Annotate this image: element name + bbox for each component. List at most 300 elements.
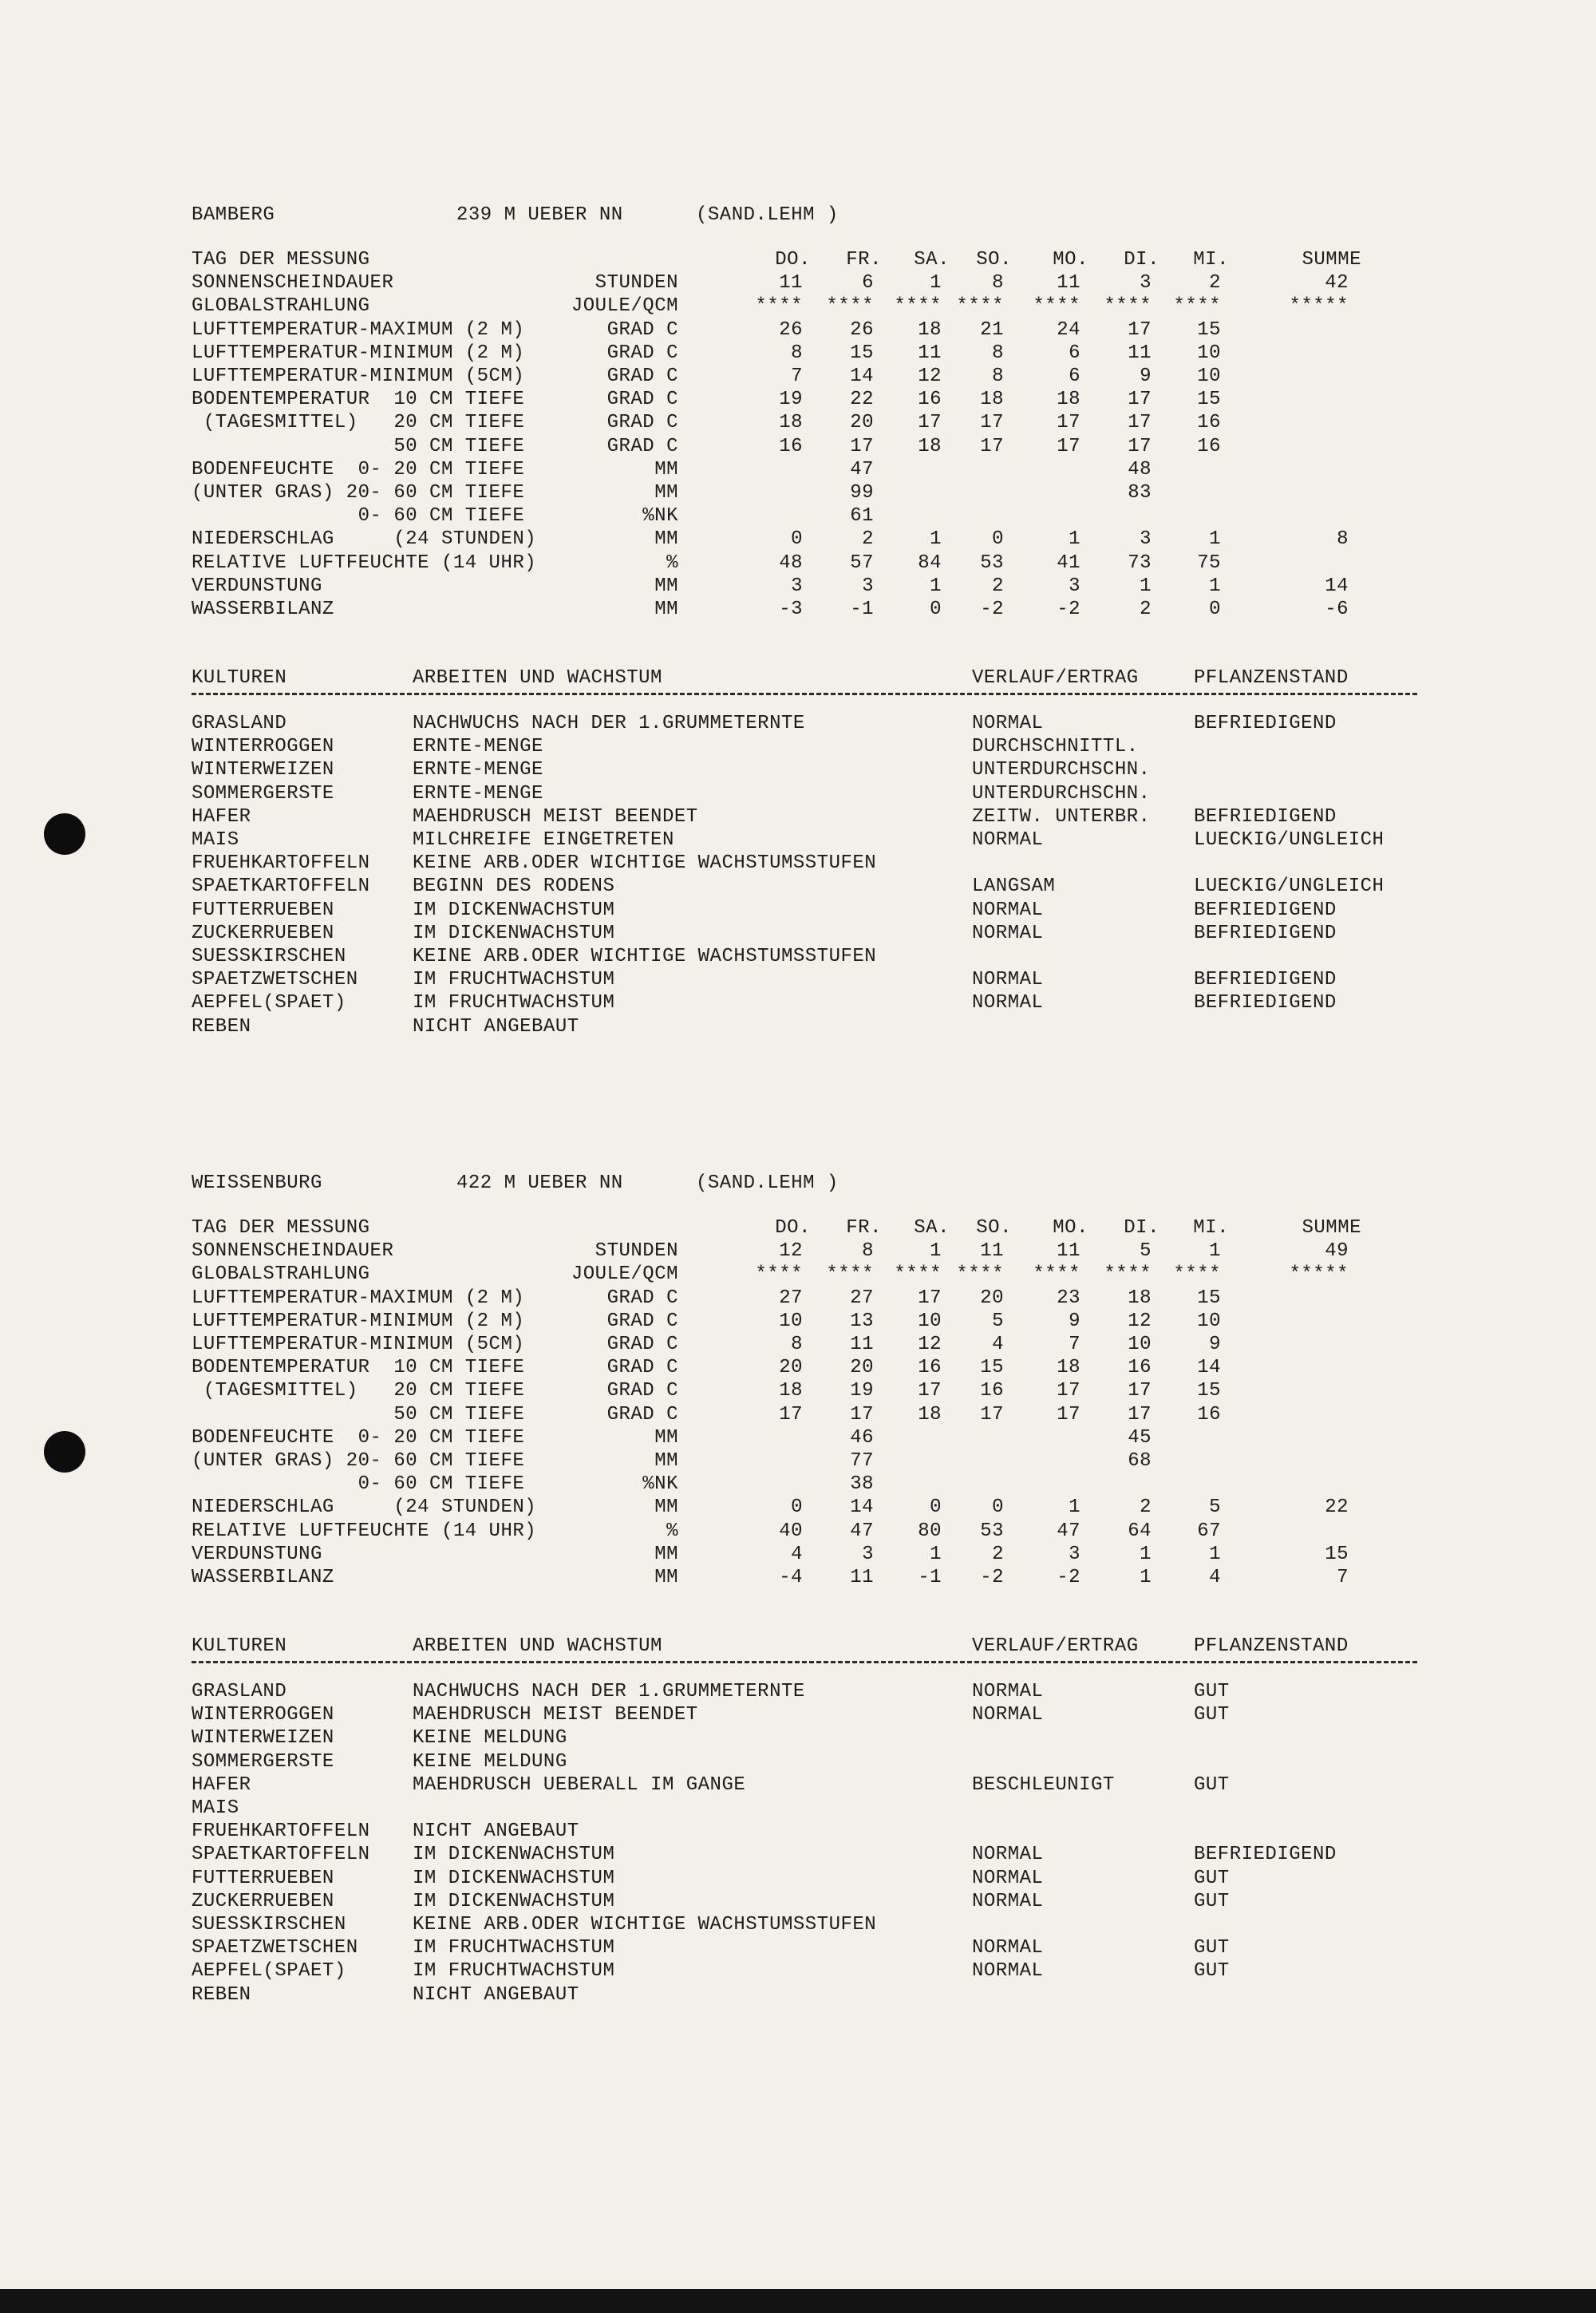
measurement-value: 11 xyxy=(850,1567,874,1588)
crops-header-verlauf: VERLAUF/ERTRAG xyxy=(972,1635,1139,1657)
crop-course: BESCHLEUNIGT xyxy=(972,1773,1115,1796)
measurement-value: 3 xyxy=(1069,575,1080,597)
measurement-label: LUFTTEMPERATUR-MAXIMUM (2 M) xyxy=(192,1287,525,1309)
measurement-label: BODENTEMPERATUR 10 CM TIEFE xyxy=(192,1357,525,1379)
measurement-unit: MM xyxy=(654,1450,678,1472)
measurement-value: 47 xyxy=(850,458,874,480)
crop-row xyxy=(0,1015,1596,1038)
measurement-label: (UNTER GRAS) 20- 60 CM TIEFE xyxy=(192,482,525,504)
crop-work: IM FRUCHTWACHSTUM xyxy=(413,969,615,991)
day-header: FR. xyxy=(846,249,882,271)
measurement-value: 20 xyxy=(850,1357,874,1379)
measurement-value: 17 xyxy=(779,1403,803,1425)
measurement-row xyxy=(0,342,1596,365)
measurement-row xyxy=(0,271,1596,295)
measurement-label: WASSERBILANZ xyxy=(192,599,334,620)
measurement-value: 38 xyxy=(850,1473,874,1496)
measurement-unit: STUNDEN xyxy=(595,1240,678,1263)
day-header: FR. xyxy=(846,1217,882,1239)
measurement-value: **** xyxy=(826,1263,874,1286)
crop-row xyxy=(0,1773,1596,1797)
measurement-value: 48 xyxy=(779,552,803,574)
measurement-value: **** xyxy=(755,1263,803,1286)
measurement-value: 17 xyxy=(1128,389,1152,411)
measurement-value: 2 xyxy=(1209,272,1221,295)
measurement-row xyxy=(0,1240,1596,1263)
measurement-value: 18 xyxy=(918,318,942,341)
crop-name: SPAETZWETSCHEN xyxy=(192,1937,358,1959)
measurement-value: 17 xyxy=(1057,1403,1080,1425)
measurement-row xyxy=(0,1333,1596,1356)
crop-row xyxy=(0,1750,1596,1773)
crop-row xyxy=(0,712,1596,735)
measurement-value: -1 xyxy=(850,599,874,620)
measurement-value: 1 xyxy=(1140,575,1152,597)
measurement-value: 45 xyxy=(1128,1426,1152,1449)
crop-work: IM DICKENWACHSTUM xyxy=(413,899,615,921)
crop-row xyxy=(0,782,1596,805)
crop-work: BEGINN DES RODENS xyxy=(413,876,615,898)
station-soil: (SAND.LEHM ) xyxy=(696,1172,839,1194)
measurement-sum: ***** xyxy=(1289,1263,1349,1286)
measurement-unit: JOULE/QCM xyxy=(571,295,678,318)
crop-row xyxy=(0,1867,1596,1890)
measurement-value: 6 xyxy=(1069,342,1080,364)
crop-work: KEINE MELDUNG xyxy=(413,1750,567,1773)
crop-name: REBEN xyxy=(192,1015,251,1038)
crops-header-kulturen: KULTUREN xyxy=(192,667,287,689)
measurement-value: -2 xyxy=(1057,1567,1080,1588)
day-header: SO. xyxy=(976,1217,1012,1239)
measurement-value: **** xyxy=(956,295,1004,318)
measurement-value: 14 xyxy=(850,366,874,387)
page-bottom-edge xyxy=(0,2289,1596,2313)
crop-course: NORMAL xyxy=(972,1844,1044,1866)
measurement-row xyxy=(0,1379,1596,1402)
measurement-label: BODENTEMPERATUR 10 CM TIEFE xyxy=(192,389,525,411)
crop-work: ERNTE-MENGE xyxy=(413,759,543,781)
measurement-unit: GRAD C xyxy=(606,366,678,387)
measurement-value: 19 xyxy=(779,389,803,411)
measurement-unit: MM xyxy=(654,575,678,597)
measurement-value: 17 xyxy=(1128,1380,1152,1402)
measurement-value: 9 xyxy=(1069,1310,1080,1332)
measurement-value: -2 xyxy=(1057,599,1080,620)
measurement-value: 5 xyxy=(1209,1497,1221,1519)
measurement-value: 57 xyxy=(850,552,874,574)
days-header-row xyxy=(0,1216,1596,1240)
measurement-value: 8 xyxy=(862,1240,874,1263)
measurement-unit: GRAD C xyxy=(606,1310,678,1332)
crop-state: GUT xyxy=(1194,1890,1230,1912)
measurement-value: 10 xyxy=(1197,1310,1221,1332)
measurement-value: 17 xyxy=(1057,1380,1080,1402)
crops-header-stand: PFLANZENSTAND xyxy=(1194,667,1349,689)
crop-work: MILCHREIFE EINGETRETEN xyxy=(413,829,674,851)
measurement-row xyxy=(0,528,1596,551)
measurement-value: 18 xyxy=(918,1403,942,1425)
station-altitude: 422 M UEBER NN xyxy=(456,1172,623,1194)
measurement-label: LUFTTEMPERATUR-MINIMUM (2 M) xyxy=(192,1310,525,1332)
crop-name: AEPFEL(SPAET) xyxy=(192,1960,346,1983)
measurement-value: 8 xyxy=(992,272,1004,295)
measurement-value: -1 xyxy=(918,1567,942,1588)
crop-course: NORMAL xyxy=(972,992,1044,1014)
measurement-unit: GRAD C xyxy=(606,1357,678,1379)
crop-work: IM DICKENWACHSTUM xyxy=(413,1844,615,1866)
measurement-value: 11 xyxy=(1128,342,1152,364)
crop-row xyxy=(0,968,1596,991)
measurement-value: 15 xyxy=(1197,389,1221,411)
measurement-label: 0- 60 CM TIEFE xyxy=(192,1473,525,1496)
measurement-value: 1 xyxy=(930,272,942,295)
measurement-value: 6 xyxy=(1069,366,1080,387)
measurement-value: **** xyxy=(1104,1263,1152,1286)
measurement-value: 75 xyxy=(1197,552,1221,574)
crop-course: NORMAL xyxy=(972,1704,1044,1726)
measurement-value: 12 xyxy=(779,1240,803,1263)
crop-work: IM DICKENWACHSTUM xyxy=(413,1890,615,1912)
station-header xyxy=(0,1172,1596,1195)
measurement-value: 9 xyxy=(1140,366,1152,387)
crop-row xyxy=(0,1983,1596,2007)
crop-name: SOMMERGERSTE xyxy=(192,1750,334,1773)
crop-row xyxy=(0,805,1596,828)
measurement-value: 2 xyxy=(992,1543,1004,1565)
measurement-value: 15 xyxy=(850,342,874,364)
station-name: BAMBERG xyxy=(192,204,275,226)
crop-name: FUTTERRUEBEN xyxy=(192,1867,334,1889)
measurement-value: 68 xyxy=(1128,1450,1152,1472)
measurement-value: 6 xyxy=(862,272,874,295)
measurement-label: GLOBALSTRAHLUNG xyxy=(192,1263,370,1286)
measurement-unit: %NK xyxy=(642,505,678,528)
measurement-value: 27 xyxy=(779,1287,803,1309)
crop-work: IM FRUCHTWACHSTUM xyxy=(413,1937,615,1959)
measurement-value: 0 xyxy=(791,528,803,551)
measurement-sum: ***** xyxy=(1289,295,1349,318)
crop-work: NACHWUCHS NACH DER 1.GRUMMETERNTE xyxy=(413,713,805,734)
measurement-label: LUFTTEMPERATUR-MINIMUM (5CM) xyxy=(192,1334,525,1355)
measurement-label: LUFTTEMPERATUR-MINIMUM (2 M) xyxy=(192,342,525,364)
measurement-value: 10 xyxy=(918,1310,942,1332)
crop-course: NORMAL xyxy=(972,1867,1044,1889)
measurement-row xyxy=(0,481,1596,504)
measurement-value: 10 xyxy=(779,1310,803,1332)
crop-course: NORMAL xyxy=(972,969,1044,991)
measurement-value: 0 xyxy=(930,1497,942,1519)
measurement-value: 1 xyxy=(930,1240,942,1263)
measurement-value: 47 xyxy=(1057,1520,1080,1542)
crop-row xyxy=(0,945,1596,968)
measurement-value: 1 xyxy=(1140,1543,1152,1565)
day-header: DO. xyxy=(775,249,811,271)
measurement-row xyxy=(0,1426,1596,1449)
crop-row xyxy=(0,1703,1596,1726)
measurement-label: NIEDERSCHLAG (24 STUNDEN) xyxy=(192,528,537,551)
crop-work: MAEHDRUSCH UEBERALL IM GANGE xyxy=(413,1773,746,1796)
days-label: TAG DER MESSUNG xyxy=(192,1217,370,1239)
measurement-value: 17 xyxy=(1128,1403,1152,1425)
measurement-value: 1 xyxy=(1209,528,1221,551)
crop-course: NORMAL xyxy=(972,1960,1044,1983)
measurement-value: 8 xyxy=(992,366,1004,387)
crop-state: BEFRIEDIGEND xyxy=(1194,713,1337,734)
measurement-value: 12 xyxy=(918,366,942,387)
measurement-label: RELATIVE LUFTFEUCHTE (14 UHR) xyxy=(192,1520,537,1542)
crop-state: GUT xyxy=(1194,1937,1230,1959)
measurement-value: 11 xyxy=(918,342,942,364)
crop-name: FRUEHKARTOFFELN xyxy=(192,852,370,875)
measurement-unit: JOULE/QCM xyxy=(571,1263,678,1286)
measurement-value: 17 xyxy=(1128,318,1152,341)
crop-course: NORMAL xyxy=(972,922,1044,944)
crop-name: SUESSKIRSCHEN xyxy=(192,946,346,967)
measurement-value: 12 xyxy=(1128,1310,1152,1332)
measurement-value: 18 xyxy=(1057,1357,1080,1379)
measurement-value: 17 xyxy=(980,435,1004,457)
measurement-value: 1 xyxy=(1069,1497,1080,1519)
measurement-value: 77 xyxy=(850,1450,874,1472)
measurement-value: 16 xyxy=(918,1357,942,1379)
measurement-label: VERDUNSTUNG xyxy=(192,575,322,597)
measurement-value: 3 xyxy=(1140,528,1152,551)
measurement-value: 9 xyxy=(1209,1334,1221,1355)
measurement-value: 17 xyxy=(918,1287,942,1309)
crop-name: REBEN xyxy=(192,1983,251,2006)
measurement-value: -4 xyxy=(779,1567,803,1588)
dashed-separator xyxy=(192,693,1417,695)
measurement-value: 16 xyxy=(1197,435,1221,457)
measurement-value: **** xyxy=(1104,295,1152,318)
measurement-value: 17 xyxy=(1057,435,1080,457)
measurement-sum: 22 xyxy=(1325,1497,1349,1519)
crop-work: NICHT ANGEBAUT xyxy=(413,1821,579,1843)
crop-row xyxy=(0,828,1596,852)
measurement-value: 1 xyxy=(930,575,942,597)
measurement-value: 1 xyxy=(1209,575,1221,597)
crop-row xyxy=(0,758,1596,781)
measurement-value: 0 xyxy=(1209,599,1221,620)
days-header-row xyxy=(0,248,1596,271)
measurement-label: (UNTER GRAS) 20- 60 CM TIEFE xyxy=(192,1450,525,1472)
measurement-unit: STUNDEN xyxy=(595,272,678,295)
measurement-value: -2 xyxy=(980,1567,1004,1588)
crops-header-kulturen: KULTUREN xyxy=(192,1635,287,1657)
measurement-value: 22 xyxy=(850,389,874,411)
measurement-value: 10 xyxy=(1128,1334,1152,1355)
crops-header-row xyxy=(0,666,1596,690)
measurement-value: **** xyxy=(894,1263,942,1286)
measurement-row xyxy=(0,1520,1596,1543)
measurement-label: (TAGESMITTEL) 20 CM TIEFE xyxy=(192,412,525,434)
measurement-row xyxy=(0,295,1596,318)
measurement-value: 1 xyxy=(1209,1543,1221,1565)
measurement-value: 0 xyxy=(791,1497,803,1519)
crops-header-row xyxy=(0,1635,1596,1658)
measurement-value: 17 xyxy=(980,412,1004,434)
crop-row xyxy=(0,922,1596,945)
day-header: MI. xyxy=(1193,1217,1229,1239)
measurement-label: 50 CM TIEFE xyxy=(192,435,525,457)
crop-name: WINTERWEIZEN xyxy=(192,1727,334,1750)
crop-work: ERNTE-MENGE xyxy=(413,782,543,805)
crop-name: HAFER xyxy=(192,805,251,828)
measurement-value: 3 xyxy=(1140,272,1152,295)
crops-header-arbeiten: ARBEITEN UND WACHSTUM xyxy=(413,1635,662,1657)
measurement-unit: % xyxy=(666,552,678,574)
station-altitude: 239 M UEBER NN xyxy=(456,204,623,226)
measurement-value: 20 xyxy=(779,1357,803,1379)
measurement-unit: MM xyxy=(654,1567,678,1588)
crop-name: GRASLAND xyxy=(192,1681,287,1702)
measurement-value: 1 xyxy=(930,528,942,551)
day-header: MO. xyxy=(1053,249,1088,271)
measurement-value: 64 xyxy=(1128,1520,1152,1542)
crops-header-stand: PFLANZENSTAND xyxy=(1194,1635,1349,1657)
crop-name: SPAETKARTOFFELN xyxy=(192,876,370,898)
crop-row xyxy=(0,1680,1596,1703)
crop-course: ZEITW. UNTERBR. xyxy=(972,805,1151,828)
measurement-unit: GRAD C xyxy=(606,412,678,434)
measurement-value: 15 xyxy=(1197,318,1221,341)
crop-course: DURCHSCHNITTL. xyxy=(972,736,1139,758)
measurement-value: 18 xyxy=(779,1380,803,1402)
crop-state: BEFRIEDIGEND xyxy=(1194,992,1337,1014)
measurement-value: 11 xyxy=(1057,272,1080,295)
measurement-row xyxy=(0,1263,1596,1286)
measurement-value: 4 xyxy=(1209,1567,1221,1588)
measurement-row xyxy=(0,1566,1596,1589)
crop-work: KEINE ARB.ODER WICHTIGE WACHSTUMSSTUFEN xyxy=(413,852,877,875)
measurement-value: 0 xyxy=(992,1497,1004,1519)
measurement-unit: GRAD C xyxy=(606,342,678,364)
measurement-value: 8 xyxy=(992,342,1004,364)
measurement-unit: MM xyxy=(654,1426,678,1449)
day-header: SO. xyxy=(976,249,1012,271)
measurement-value: 4 xyxy=(992,1334,1004,1355)
measurement-value: 16 xyxy=(779,435,803,457)
measurement-value: **** xyxy=(755,295,803,318)
measurement-unit: GRAD C xyxy=(606,318,678,341)
crop-state: GUT xyxy=(1194,1867,1230,1889)
measurement-value: 0 xyxy=(992,528,1004,551)
crop-name: SPAETKARTOFFELN xyxy=(192,1844,370,1866)
measurement-value: 47 xyxy=(850,1520,874,1542)
measurement-row xyxy=(0,504,1596,528)
measurement-value: 19 xyxy=(850,1380,874,1402)
measurement-value: **** xyxy=(894,295,942,318)
crop-work: IM DICKENWACHSTUM xyxy=(413,922,615,944)
station-header xyxy=(0,204,1596,227)
crop-row xyxy=(0,852,1596,875)
measurement-value: 16 xyxy=(1128,1357,1152,1379)
crop-course: UNTERDURCHSCHN. xyxy=(972,759,1151,781)
measurement-value: 46 xyxy=(850,1426,874,1449)
measurement-value: 3 xyxy=(862,1543,874,1565)
measurement-row xyxy=(0,1543,1596,1566)
measurement-sum: 14 xyxy=(1325,575,1349,597)
crop-name: SOMMERGERSTE xyxy=(192,782,334,805)
crop-name: ZUCKERRUEBEN xyxy=(192,922,334,944)
measurement-value: 1 xyxy=(1209,1240,1221,1263)
measurement-value: 17 xyxy=(918,1380,942,1402)
day-header: SA. xyxy=(914,249,950,271)
measurement-row xyxy=(0,552,1596,575)
measurement-value: 5 xyxy=(992,1310,1004,1332)
measurement-value: 48 xyxy=(1128,458,1152,480)
crop-row xyxy=(0,899,1596,922)
measurement-unit: GRAD C xyxy=(606,1287,678,1309)
measurement-unit: GRAD C xyxy=(606,389,678,411)
measurement-row xyxy=(0,458,1596,481)
crop-course: LANGSAM xyxy=(972,876,1056,898)
measurement-value: 53 xyxy=(980,1520,1004,1542)
measurement-row xyxy=(0,435,1596,458)
measurement-row xyxy=(0,1449,1596,1473)
measurement-label: 50 CM TIEFE xyxy=(192,1403,525,1425)
measurement-value: 7 xyxy=(1069,1334,1080,1355)
crop-state: LUECKIG/UNGLEICH xyxy=(1194,829,1385,851)
crop-work: IM DICKENWACHSTUM xyxy=(413,1867,615,1889)
crop-course: NORMAL xyxy=(972,1890,1044,1912)
measurement-value: -3 xyxy=(779,599,803,620)
station-soil: (SAND.LEHM ) xyxy=(696,204,839,226)
measurement-label: VERDUNSTUNG xyxy=(192,1543,322,1565)
day-header: DI. xyxy=(1124,249,1159,271)
measurement-value: 10 xyxy=(1197,366,1221,387)
measurement-value: 16 xyxy=(918,389,942,411)
crop-state: BEFRIEDIGEND xyxy=(1194,922,1337,944)
crop-work: IM FRUCHTWACHSTUM xyxy=(413,992,615,1014)
crops-header-verlauf: VERLAUF/ERTRAG xyxy=(972,667,1139,689)
crop-row xyxy=(0,1726,1596,1750)
measurement-value: 61 xyxy=(850,505,874,528)
crop-name: SUESSKIRSCHEN xyxy=(192,1914,346,1935)
measurement-value: 8 xyxy=(791,1334,803,1355)
measurement-row xyxy=(0,1403,1596,1426)
measurement-label: BODENFEUCHTE 0- 20 CM TIEFE xyxy=(192,458,525,480)
measurement-value: 84 xyxy=(918,552,942,574)
crop-work: MAEHDRUSCH MEIST BEENDET xyxy=(413,1704,698,1726)
crop-state: BEFRIEDIGEND xyxy=(1194,899,1337,921)
crop-name: WINTERROGGEN xyxy=(192,1704,334,1726)
measurement-sum: -6 xyxy=(1325,599,1349,620)
measurement-value: 3 xyxy=(791,575,803,597)
measurement-unit: GRAD C xyxy=(606,1380,678,1402)
day-header: MI. xyxy=(1193,249,1229,271)
crop-state: BEFRIEDIGEND xyxy=(1194,969,1337,991)
measurement-value: 1 xyxy=(1069,528,1080,551)
measurement-value: 53 xyxy=(980,552,1004,574)
crop-course: NORMAL xyxy=(972,713,1044,734)
measurement-value: 18 xyxy=(1057,389,1080,411)
measurement-unit: GRAD C xyxy=(606,435,678,457)
crop-name: SPAETZWETSCHEN xyxy=(192,969,358,991)
crop-work: KEINE ARB.ODER WICHTIGE WACHSTUMSSTUFEN xyxy=(413,1914,877,1935)
measurement-value: 21 xyxy=(980,318,1004,341)
measurement-value: 27 xyxy=(850,1287,874,1309)
measurement-row xyxy=(0,1496,1596,1519)
measurement-row xyxy=(0,318,1596,342)
measurement-row xyxy=(0,598,1596,621)
measurement-value: **** xyxy=(1033,1263,1080,1286)
measurement-unit: %NK xyxy=(642,1473,678,1496)
crop-row xyxy=(0,1797,1596,1820)
measurement-value: 2 xyxy=(862,528,874,551)
measurement-value: 18 xyxy=(918,435,942,457)
crop-row xyxy=(0,875,1596,898)
